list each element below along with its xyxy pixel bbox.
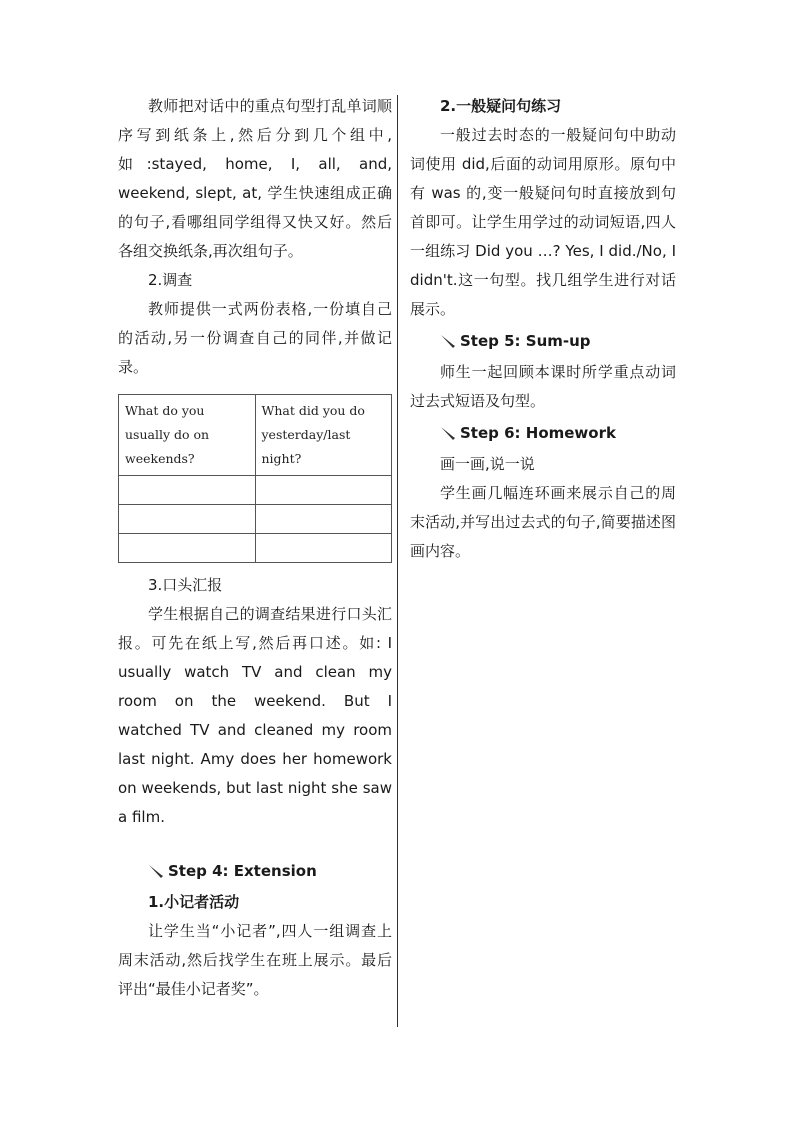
feather-pen-icon (440, 425, 458, 441)
table-cell (119, 534, 256, 563)
left-column (118, 92, 392, 1004)
table-cell (255, 505, 392, 534)
table-cell (255, 476, 392, 505)
feather-pen-icon (148, 863, 166, 879)
paragraph: 教师把对话中的重点句型打乱单词顺序写到纸条上,然后分到几个组中,如:stayed, home, I, all, and, weekend, slept, at, 学生快速组成正确的句子,看哪组同学组得又快又好。然后各组交换纸条,再次组句子。 (118, 97, 392, 260)
survey-table (118, 394, 392, 563)
column-divider (397, 95, 398, 1027)
table-header-cell: What did you do yesterday/last night? (255, 395, 392, 476)
paragraph: 一般过去时态的一般疑问句中助动词使用 did,后面的动词用原形。原句中有 was 的,变一般疑问句时直接放到句首即可。让学生用学过的动词短语,四人一组练习 Did you …? Yes, I did./No, I didn't.这一句型。找几组学生进行对话展示。 (410, 126, 676, 318)
paragraph: 让学生当“小记者”,四人一组调查上周末活动,然后找学生在班上展示。最后评出“最佳小记者奖”。 (118, 922, 392, 998)
table-cell (119, 505, 256, 534)
paragraph: 师生一起回顾本课时所学重点动词过去式短语及句型。 (410, 363, 676, 410)
sub-heading: 1.小记者活动 (148, 893, 240, 911)
right-column (410, 92, 676, 566)
step-title: Step 4: Extension (168, 862, 317, 880)
step-heading (410, 324, 676, 358)
paragraph: 教师提供一式两份表格,一份填自己的活动,另一份调查自己的同伴,并做记录。 (118, 300, 392, 376)
section-heading: 2.调查 (148, 271, 193, 289)
section-heading: 3.口头汇报 (148, 576, 223, 594)
step-heading (118, 854, 392, 888)
step-title: Step 5: Sum-up (460, 332, 591, 350)
paragraph: 学生根据自己的调查结果进行口头汇报。可先在纸上写,然后再口述。如: I usually watch TV and clean my room on the weekend. But I watched TV and cleaned my room last night. Amy does her homework on weekends, but last night she saw a film. (118, 605, 392, 826)
feather-pen-icon (440, 333, 458, 349)
table-cell (119, 476, 256, 505)
step-title: Step 6: Homework (460, 424, 616, 442)
table-cell (255, 534, 392, 563)
sub-heading: 2.一般疑问句练习 (440, 97, 562, 115)
table-header-cell: What do you usually do on weekends? (119, 395, 256, 476)
step-heading (410, 416, 676, 450)
sub-heading: 画一画,说一说 (440, 455, 535, 473)
paragraph: 学生画几幅连环画来展示自己的周末活动,并写出过去式的句子,简要描述图画内容。 (410, 484, 676, 560)
